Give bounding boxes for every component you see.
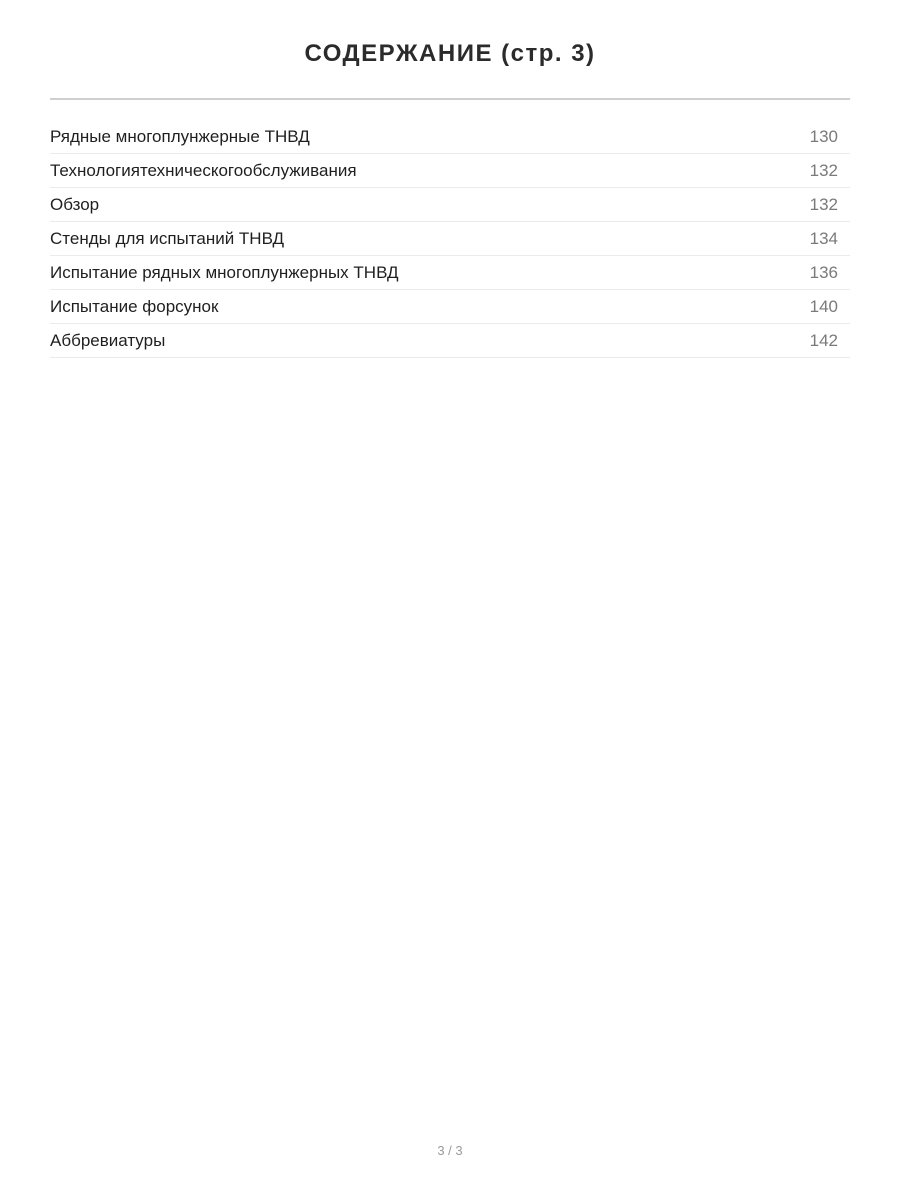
table-of-contents bbox=[50, 120, 850, 358]
toc-entry-page-number: 130 bbox=[809, 126, 838, 146]
toc-entry-label: Испытание рядных многоплунжерных ТНВД bbox=[50, 262, 399, 282]
toc-entry-page-number: 142 bbox=[809, 330, 838, 350]
toc-entry[interactable] bbox=[50, 324, 850, 358]
toc-entry-page-number: 132 bbox=[809, 160, 838, 180]
toc-entry[interactable] bbox=[50, 222, 850, 256]
toc-entry-label: Стенды для испытаний ТНВД bbox=[50, 228, 285, 248]
toc-entry[interactable] bbox=[50, 256, 850, 290]
page-title: СОДЕРЖАНИЕ (стр. 3) bbox=[304, 40, 596, 67]
toc-entry-label: Рядные многоплунжерные ТНВД bbox=[50, 126, 310, 146]
toc-entry[interactable] bbox=[50, 290, 850, 324]
toc-entry-page-number: 134 bbox=[809, 228, 838, 248]
toc-entry-label: Технологиятехническогообслуживания bbox=[50, 160, 357, 180]
title-divider bbox=[50, 98, 850, 100]
toc-entry-label: Аббревиатуры bbox=[50, 330, 166, 350]
toc-entry[interactable] bbox=[50, 154, 850, 188]
toc-entry-label: Испытание форсунок bbox=[50, 296, 219, 316]
toc-entry[interactable] bbox=[50, 120, 850, 154]
toc-entry-page-number: 132 bbox=[809, 194, 838, 214]
toc-entry-label: Обзор bbox=[50, 194, 100, 214]
toc-entry-page-number: 140 bbox=[809, 296, 838, 316]
toc-entry-page-number: 136 bbox=[809, 262, 838, 282]
toc-entry[interactable] bbox=[50, 188, 850, 222]
page-number-footer: 3 / 3 bbox=[437, 1143, 463, 1158]
